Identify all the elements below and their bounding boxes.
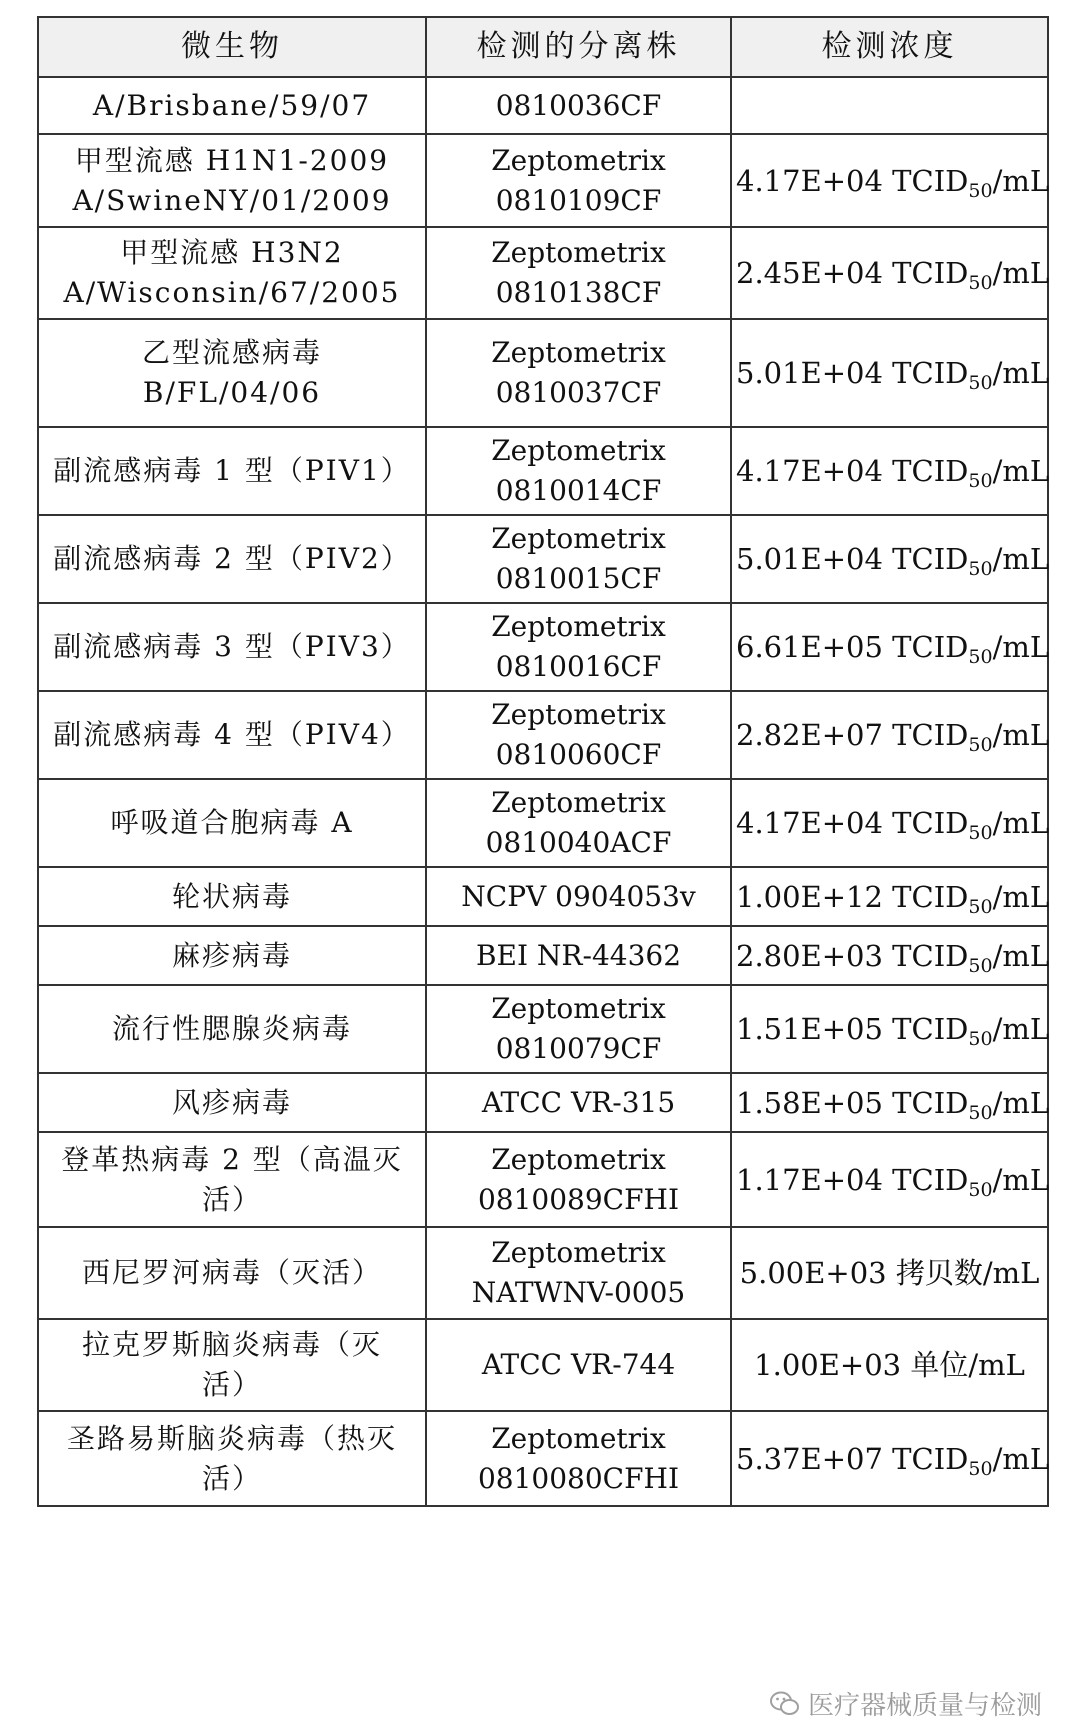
strain-line: Zeptometrix (491, 236, 666, 269)
organism-cell (38, 1227, 426, 1319)
strain-cell (426, 985, 731, 1073)
concentration-unit: /mL (992, 542, 1050, 576)
organism-cell (38, 691, 426, 779)
concentration-unit: /mL (992, 879, 1050, 914)
concentration-unit: /mL (992, 1162, 1050, 1197)
concentration-subscript: 50 (968, 646, 993, 668)
organism-cell (38, 1319, 426, 1411)
table-row (38, 515, 1048, 603)
concentration-cell (731, 1319, 1048, 1411)
concentration-value: 5.00E+03 拷贝数/mL (739, 1256, 1040, 1290)
strain-line: 0810080CFHI (477, 1461, 680, 1495)
concentration-unit: /mL (992, 256, 1050, 290)
strain-line: Zeptometrix (491, 698, 666, 731)
table-row (38, 227, 1048, 319)
table-row (38, 1073, 1048, 1132)
organism-cell (38, 779, 426, 867)
concentration-value: 1.00E+03 单位/mL (754, 1348, 1025, 1382)
concentration-value: 1.00E+12 TCID (736, 879, 969, 914)
organism-line: 呼吸道合胞病毒 A (110, 806, 354, 839)
header-organism: 微生物 (38, 17, 426, 77)
organism-line: A/Brisbane/59/07 (92, 88, 372, 122)
strain-line: 0810016CF (495, 650, 662, 683)
concentration-cell (731, 515, 1048, 603)
strain-line: 0810037CF (495, 376, 662, 409)
strain-cell (426, 134, 731, 227)
organism-line: 甲型流感 H1N1-2009 (74, 143, 390, 177)
concentration-subscript: 50 (968, 1178, 993, 1201)
organism-line: 拉克罗斯脑炎病毒（灭 (81, 1328, 382, 1361)
strain-line: NATWNV-0005 (471, 1276, 686, 1309)
concentration-subscript: 50 (968, 372, 993, 394)
strain-line: ATCC VR-744 (481, 1348, 676, 1381)
watermark (770, 1685, 1042, 1722)
concentration-subscript: 50 (968, 734, 993, 756)
concentration-cell (731, 134, 1048, 227)
concentration-subscript: 50 (968, 470, 993, 492)
strain-line: Zeptometrix (491, 992, 666, 1025)
strain-line: 0810036CF (495, 88, 662, 122)
concentration-subscript: 50 (968, 1457, 993, 1480)
wechat-icon (770, 1691, 800, 1717)
organism-line: 轮状病毒 (171, 879, 292, 913)
organism-cell (38, 77, 426, 134)
strain-line: NCPV 0904053v (461, 879, 696, 913)
strain-cell (426, 1227, 731, 1319)
table-row (38, 1319, 1048, 1411)
concentration-value: 5.01E+04 TCID (736, 356, 969, 390)
concentration-value: 1.58E+05 TCID (736, 1085, 969, 1120)
strain-line: Zeptometrix (491, 610, 666, 643)
header-strain: 检测的分离株 (426, 17, 731, 77)
strain-line: Zeptometrix (491, 522, 666, 555)
organism-line: 活） (201, 1461, 262, 1495)
organism-line: 副流感病毒 3 型（PIV3） (53, 630, 411, 663)
strain-line: 0810060CF (495, 738, 662, 771)
organism-line: 西尼罗河病毒（灭活） (81, 1256, 382, 1289)
concentration-subscript: 50 (968, 272, 993, 294)
header-row (38, 17, 1048, 77)
concentration-value: 4.17E+04 TCID (736, 806, 969, 840)
table-row (38, 319, 1048, 427)
concentration-cell (731, 1227, 1048, 1319)
concentration-subscript: 50 (968, 954, 993, 977)
table-row (38, 691, 1048, 779)
strain-line: Zeptometrix (491, 1236, 666, 1269)
organism-cell (38, 227, 426, 319)
table-row (38, 427, 1048, 515)
table-row (38, 1132, 1048, 1227)
table-row (38, 1411, 1048, 1506)
concentration-unit: /mL (992, 806, 1050, 840)
organism-line: A/Wisconsin/67/2005 (63, 276, 401, 309)
table-row (38, 603, 1048, 691)
organism-line: 流行性腮腺炎病毒 (111, 1012, 352, 1045)
organism-line: 活） (201, 1368, 262, 1401)
concentration-unit: /mL (992, 718, 1050, 752)
concentration-cell (731, 227, 1048, 319)
table-row (38, 1227, 1048, 1319)
concentration-cell (731, 319, 1048, 427)
organism-line: 副流感病毒 1 型（PIV1） (53, 454, 411, 487)
concentration-unit: /mL (992, 163, 1050, 198)
organism-line: 乙型流感病毒 (141, 336, 322, 369)
concentration-value: 2.80E+03 TCID (736, 938, 969, 973)
strain-cell (426, 1132, 731, 1227)
concentration-cell (731, 867, 1048, 926)
concentration-value: 4.17E+04 TCID (736, 163, 969, 198)
strain-cell (426, 603, 731, 691)
concentration-value: 2.45E+04 TCID (736, 256, 969, 290)
concentration-cell (731, 985, 1048, 1073)
strain-cell (426, 427, 731, 515)
strain-line: Zeptometrix (491, 143, 666, 177)
concentration-unit: /mL (992, 454, 1050, 488)
concentration-subscript: 50 (968, 179, 993, 202)
header-concentration: 检测浓度 (731, 17, 1048, 77)
organism-line: 副流感病毒 2 型（PIV2） (53, 542, 411, 575)
concentration-value: 5.01E+04 TCID (736, 542, 969, 576)
strain-cell (426, 319, 731, 427)
strain-line: Zeptometrix (491, 786, 666, 819)
organism-cell (38, 427, 426, 515)
concentration-subscript: 50 (968, 1101, 993, 1124)
strain-cell (426, 926, 731, 985)
concentration-unit: /mL (992, 1441, 1050, 1476)
concentration-cell (731, 77, 1048, 134)
table-row (38, 985, 1048, 1073)
concentration-cell (731, 691, 1048, 779)
strain-line: 0810089CFHI (477, 1182, 680, 1216)
organism-line: 登革热病毒 2 型（高温灭 (61, 1142, 403, 1176)
organism-line: 副流感病毒 4 型（PIV4） (53, 718, 411, 751)
organism-line: 活） (201, 1182, 262, 1216)
organism-cell (38, 1411, 426, 1506)
strain-cell (426, 867, 731, 926)
concentration-value: 1.17E+04 TCID (736, 1162, 969, 1197)
organism-line: 风疹病毒 (171, 1085, 292, 1119)
organism-cell (38, 319, 426, 427)
organism-line: A/SwineNY/01/2009 (72, 183, 392, 217)
organism-cell (38, 1073, 426, 1132)
strain-line: 0810138CF (495, 276, 662, 309)
strain-line: BEI NR-44362 (475, 938, 682, 972)
watermark-text: 医疗器械质量与检测 (807, 1691, 1042, 1721)
strain-cell (426, 1073, 731, 1132)
organism-cell (38, 134, 426, 227)
table-row (38, 77, 1048, 134)
strain-line: Zeptometrix (491, 434, 666, 467)
strain-line: ATCC VR-315 (481, 1085, 676, 1119)
concentration-value: 4.17E+04 TCID (736, 454, 969, 488)
organism-cell (38, 603, 426, 691)
concentration-unit: /mL (992, 1085, 1050, 1120)
strain-cell (426, 515, 731, 603)
concentration-subscript: 50 (968, 822, 993, 844)
strain-line: Zeptometrix (491, 1142, 666, 1176)
concentration-cell (731, 779, 1048, 867)
organism-cell (38, 1132, 426, 1227)
strain-cell (426, 77, 731, 134)
strain-cell (426, 779, 731, 867)
concentration-value: 6.61E+05 TCID (736, 630, 969, 664)
concentration-unit: /mL (992, 938, 1050, 973)
concentration-value: 2.82E+07 TCID (736, 718, 969, 752)
strain-line: Zeptometrix (491, 336, 666, 369)
strain-cell (426, 227, 731, 319)
organism-cell (38, 867, 426, 926)
organism-cell (38, 515, 426, 603)
strain-line: 0810109CF (495, 183, 662, 217)
table-row (38, 134, 1048, 227)
strain-line: 0810014CF (495, 474, 662, 507)
table-row (38, 926, 1048, 985)
concentration-subscript: 50 (968, 895, 993, 918)
concentration-cell (731, 427, 1048, 515)
strain-cell (426, 1411, 731, 1506)
concentration-subscript: 50 (968, 558, 993, 580)
strain-line: Zeptometrix (491, 1421, 666, 1455)
organism-line: 麻疹病毒 (171, 938, 292, 972)
concentration-unit: /mL (992, 630, 1050, 664)
organism-cell (38, 985, 426, 1073)
table-row (38, 779, 1048, 867)
concentration-cell (731, 926, 1048, 985)
concentration-cell (731, 1132, 1048, 1227)
concentration-unit: /mL (992, 356, 1050, 390)
concentration-cell (731, 603, 1048, 691)
strain-cell (426, 1319, 731, 1411)
concentration-subscript: 50 (968, 1028, 993, 1050)
table-row (38, 867, 1048, 926)
concentration-value: 5.37E+07 TCID (736, 1441, 969, 1476)
concentration-value: 1.51E+05 TCID (736, 1012, 969, 1046)
strain-line: 0810040ACF (485, 826, 672, 859)
organism-cell (38, 926, 426, 985)
concentration-cell (731, 1073, 1048, 1132)
organism-line: 甲型流感 H3N2 (120, 236, 344, 269)
organism-line: B/FL/04/06 (142, 376, 322, 409)
concentration-cell (731, 1411, 1048, 1506)
strain-line: 0810015CF (495, 562, 662, 595)
strain-cell (426, 691, 731, 779)
strain-line: 0810079CF (495, 1032, 662, 1065)
virus-table (37, 16, 1049, 1507)
concentration-unit: /mL (992, 1012, 1050, 1046)
organism-line: 圣路易斯脑炎病毒（热灭 (66, 1421, 397, 1455)
